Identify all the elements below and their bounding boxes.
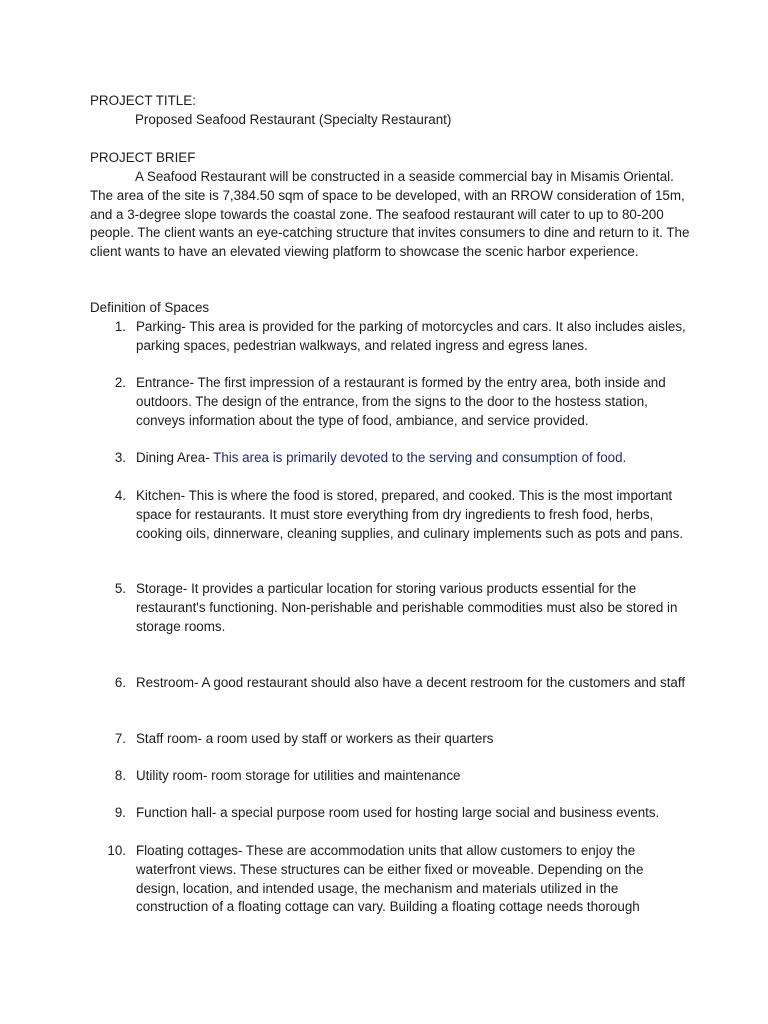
list-item-number: 10. — [107, 843, 126, 858]
list-item-text: a room used by staff or workers as their quarters — [202, 731, 494, 746]
list-item-number: 2. — [114, 375, 126, 390]
list-item-body — [136, 730, 686, 749]
list-item-text: This area is provided for the parking of motorcycles and cars. It also includes aisles, parking spaces, pedestrian walkways, and related ingress and egress lanes. — [136, 319, 686, 353]
list-item-term: Utility room- — [136, 768, 208, 783]
list-item-term: Dining Area- — [136, 450, 210, 465]
list-item-text: It provides a particular location for storing various products essential for the restaurant's functioning. Non-perishable and perishable commodities must also be stored in storage rooms. — [136, 581, 678, 634]
list-item-term: Function hall- — [136, 805, 217, 820]
list-item-body — [136, 449, 686, 468]
list-item-body — [136, 374, 686, 430]
list-item-body — [136, 487, 686, 543]
list-item-body — [136, 767, 686, 786]
list-item-body — [136, 580, 686, 636]
list-item-body — [136, 674, 686, 693]
list-item-body — [136, 804, 686, 823]
list-item-text: room storage for utilities and maintenance — [207, 768, 461, 783]
list-item-number: 1. — [114, 319, 126, 334]
list-item-number: 8. — [114, 768, 126, 783]
list-item-text: This area is primarily devoted to the serving and consumption of food. — [209, 450, 627, 465]
list-item-text: The first impression of a restaurant is formed by the entry area, both inside and outdoors. The design of the entrance, from the signs to the door to the hostess station, conveys information about the type of food, ambiance, and service provided. — [136, 375, 666, 428]
project-brief-label: PROJECT BRIEF — [90, 150, 196, 165]
list-item-number: 6. — [114, 675, 126, 690]
list-item-term: Restroom- — [136, 675, 199, 690]
list-item-number: 9. — [114, 805, 126, 820]
list-item-number: 7. — [114, 731, 126, 746]
list-item-term: Floating cottages- — [136, 843, 243, 858]
list-item-term: Kitchen- — [136, 488, 186, 503]
list-item-number: 4. — [114, 488, 126, 503]
project-brief-text: A Seafood Restaurant will be constructed in a seaside commercial bay in Misamis Oriental. The area of the site is 7,384.50 sqm of space to be developed, with an RROW consideration of 15m, and a 3-degree slope towards the coastal zone. The seafood restaurant will cater to up to 80-200 people. The client wants an eye-catching structure that invites consumers to dine and return to it. The client wants to have an elevated viewing platform to showcase the scenic harbor experience. — [90, 169, 690, 260]
project-title-label: PROJECT TITLE: — [90, 93, 196, 108]
list-item-term: Storage- — [136, 581, 188, 596]
list-item-text: a special purpose room used for hosting large social and business events. — [216, 805, 660, 820]
list-item-number: 5. — [114, 581, 126, 596]
project-title-value: Proposed Seafood Restaurant (Specialty Restaurant) — [135, 112, 452, 127]
list-item-term: Entrance- — [136, 375, 195, 390]
list-item-text: A good restaurant should also have a decent restroom for the customers and staff — [198, 675, 686, 690]
list-item-text: These are accommodation units that allow customers to enjoy the waterfront views. These structures can be either fixed or moveable. Depending on the design, location, and intended usage, the mechanism and materials utilized in the construction of a floating cottage can vary. Building a floating cottage needs thorough — [136, 843, 644, 915]
definition-of-spaces-heading: Definition of Spaces — [90, 300, 210, 315]
list-item-term: Parking- — [136, 319, 186, 334]
list-item-body — [136, 842, 686, 917]
list-item-body — [136, 318, 686, 356]
list-item-text: This is where the food is stored, prepared, and cooked. This is the most important space for restaurants. It must store everything from dry ingredients to fresh food, herbs, cooking oils, dinnerware, cleaning supplies, and culinary implements such as pots and pans. — [136, 488, 684, 541]
list-item-term: Staff room- — [136, 731, 202, 746]
list-item-number: 3. — [114, 450, 126, 465]
